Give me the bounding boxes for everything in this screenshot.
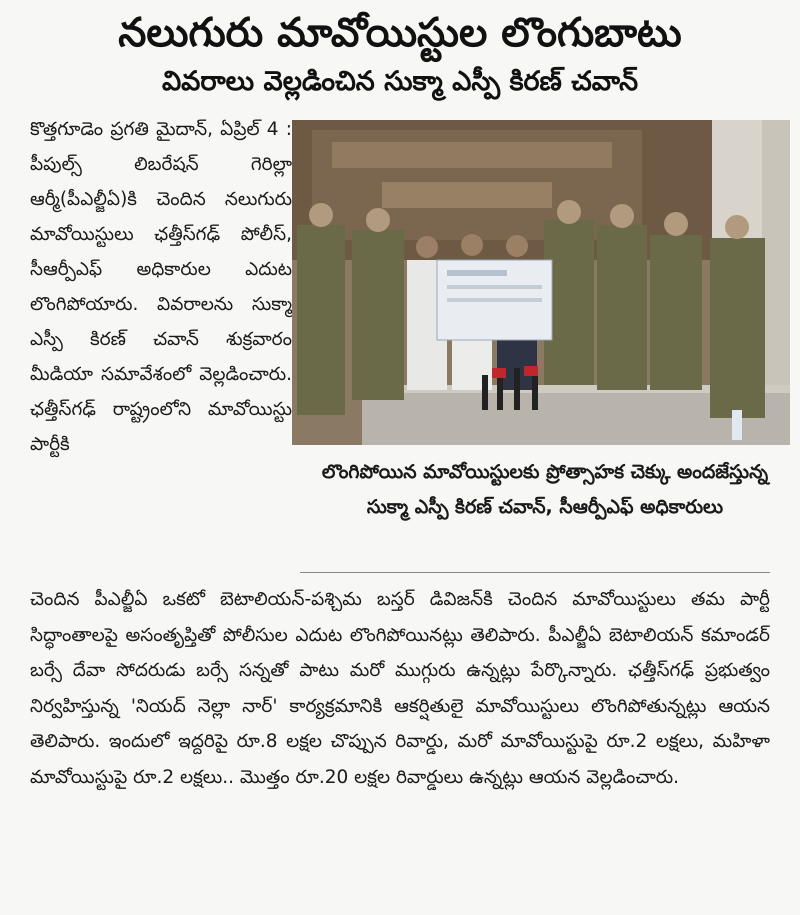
news-photo — [292, 120, 790, 445]
dateline: కొత్తగూడెం ప్రగతి మైదాన్, ఏప్రిల్ 4 : — [30, 119, 292, 140]
article-left-column — [30, 112, 292, 462]
article-body-left: పీపుల్స్ లిబరేషన్ గెరిల్లా ఆర్మీ(పీఎల్జీఏ)కి చెందిన నలుగురు మావోయిస్టులు ఛత్తీస్‌గఢ్ పోలీస్, సీఆర్పీఎఫ్ అధికారుల ఎదుట లొంగిపోయారు. వివరాలను సుక్మా ఎస్పీ కిరణ్ చవాన్ శుక్రవారం మీడియా సమావేశంలో వెల్లడించారు. ఛత్తీస్‌గఢ్ రాష్ట్రంలోని మావోయిస్టు పార్టీకి — [30, 154, 292, 455]
headline: నలుగురు మావోయిస్టుల లొంగుబాటు — [118, 10, 682, 56]
photo-caption: లొంగిపోయిన మావోయిస్టులకు ప్రోత్సాహక చెక్కు అందజేస్తున్న సుక్మా ఎస్పీ కిరణ్ చవాన్, సీఆర్పీఎఫ్ అధికారులు — [321, 461, 769, 518]
subheadline: వివరాలు వెల్లడించిన సుక్మా ఎస్పీ కిరణ్ చవాన్ — [161, 66, 639, 97]
article-body-bottom: చెందిన పీఎల్జీఏ ఒకటో బెటాలియన్-పశ్చిమ బస్తర్ డివిజన్‌కి చెందిన మావోయిస్టులు తమ పార్టీ సిద్ధాంతాలపై అసంతృప్తితో పోలీసుల ఎదుట లొంగిపోయినట్లు తెలిపారు. పీఎల్జీఏ బెటాలియన్ కమాండర్ బర్సే దేవా సోదరుడు బర్సే సన్నతో పాటు మరో ముగ్గురు ఉన్నట్లు పేర్కొన్నారు. ఛత్తీస్‌గఢ్ ప్రభుత్వం నిర్వహిస్తున్న 'నియద్ నెల్లా నార్' కార్యక్రమానికి ఆకర్షితులై మావోయిస్టులు లొంగిపోతున్నట్లు ఆయన తెలిపారు. ఇందులో ఇద్దరిపై రూ.8 లక్షల చొప్పున రివార్డు, మరో మావోయిస్టుపై రూ.2 లక్షలు, మహిళా మావోయిస్టుపై రూ.2 లక్షలు.. మొత్తం రూ.20 లక్షల రివార్డులు ఉన్నట్లు ఆయన వెల్లడించారు. — [30, 589, 770, 788]
photo-illustration — [292, 120, 790, 445]
caption-divider — [300, 572, 770, 573]
